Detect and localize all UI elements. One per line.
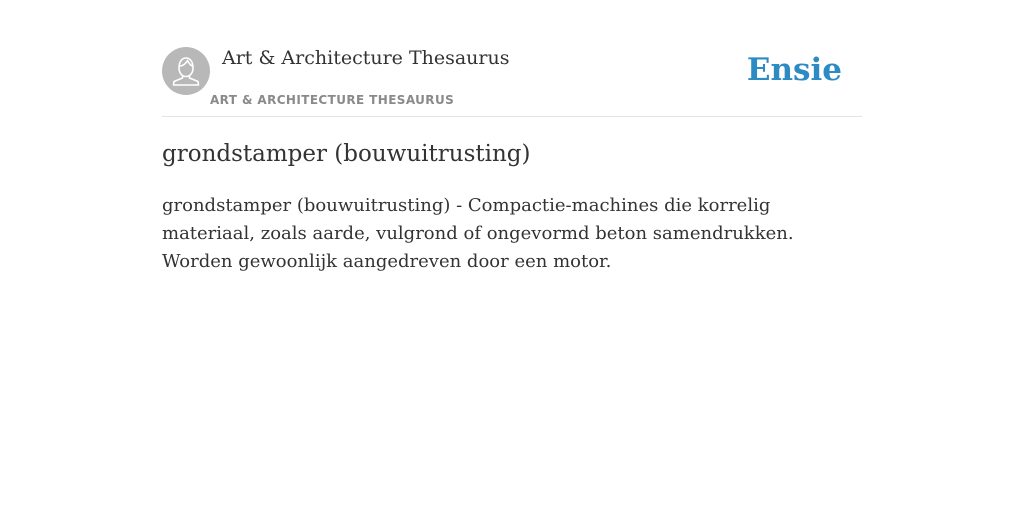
source-title[interactable]: Art & Architecture Thesaurus: [222, 47, 510, 69]
user-icon: [162, 47, 210, 95]
source-header: [162, 46, 862, 117]
ensie-logo-link[interactable]: Ensie: [746, 52, 842, 88]
term-title: grondstamper (bouwuitrusting): [162, 141, 531, 167]
source-avatar[interactable]: [162, 47, 210, 95]
term-definition: grondstamper (bouwuitrusting) - Compactie-machines die korrelig materiaal, zoals aarde, vulgrond of ongevormd beton samendrukken. Worden gewoonlijk aangedreven door een motor.: [162, 195, 794, 272]
source-subtitle[interactable]: ART & ARCHITECTURE THESAURUS: [210, 93, 455, 107]
